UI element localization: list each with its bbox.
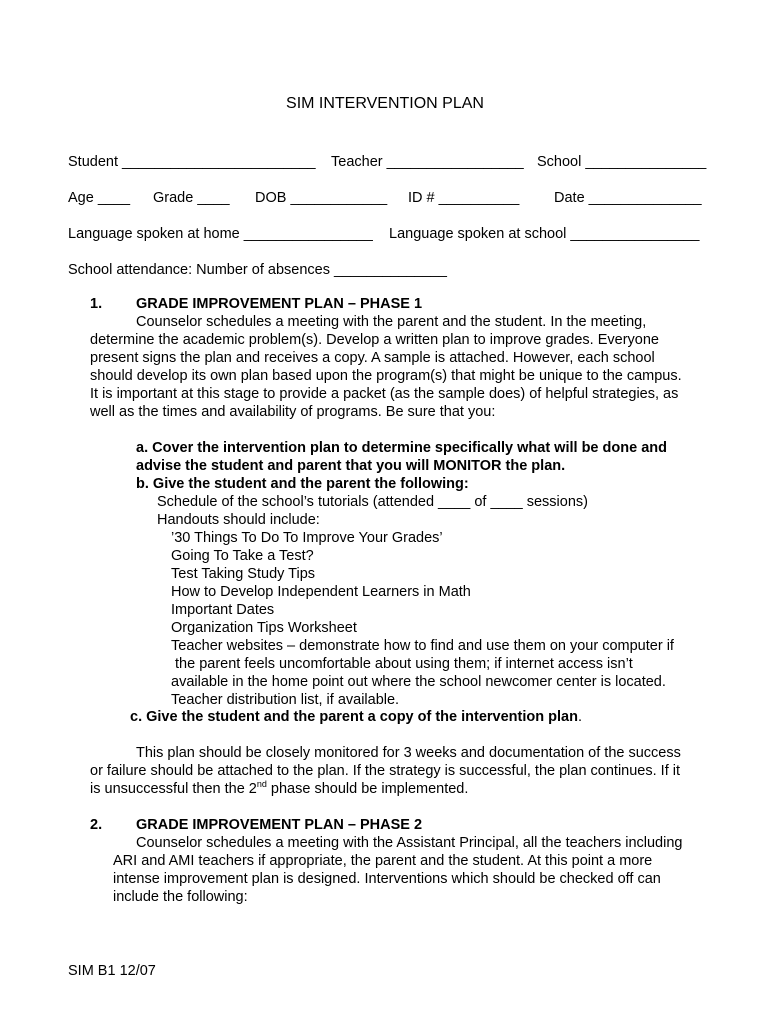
handout-item: Important Dates (171, 602, 275, 618)
teacher-websites-line: the parent feels uncomfortable about using them; if internet access isn’t (171, 656, 633, 672)
monitor-last-post: phase should be implemented. (266, 781, 469, 797)
id-field: ID # __________ (408, 190, 520, 206)
phase2-paragraph-line: include the following: (113, 889, 248, 905)
monitor-last-sup: nd (256, 779, 267, 790)
phase1-heading: GRADE IMPROVEMENT PLAN – PHASE 1 (136, 296, 423, 312)
phase1-number: 1. (90, 296, 103, 312)
school-field: School _______________ (537, 154, 707, 170)
monitor-line: This plan should be closely monitored for 3 weeks and documentation of the success (136, 745, 681, 761)
handout-item: How to Develop Independent Learners in Math (171, 584, 471, 600)
age-field: Age ____ (68, 190, 131, 206)
phase1-paragraph-line: Counselor schedules a meeting with the parent and the student. In the meeting, (136, 314, 647, 330)
item-c-period: . (577, 709, 582, 725)
teacher-websites-line: Teacher websites – demonstrate how to find and use them on your computer if (171, 638, 674, 654)
phase2-paragraph-line: ARI and AMI teachers if appropriate, the parent and the student. At this point a more (113, 853, 653, 869)
distribution-list: Teacher distribution list, if available. (171, 692, 400, 708)
language-home-field: Language spoken at home ________________ (68, 226, 373, 242)
phase1-paragraph-line: well as the times and availability of programs. Be sure that you: (90, 404, 496, 420)
monitor-last-pre: is unsuccessful then the 2 (90, 781, 257, 797)
teacher-field: Teacher _________________ (331, 154, 524, 170)
handouts-intro: Handouts should include: (157, 512, 320, 528)
handout-item: Organization Tips Worksheet (171, 620, 357, 636)
monitor-line: or failure should be attached to the plan. If the strategy is successful, the plan continues. If it (90, 763, 681, 779)
tutorial-schedule: Schedule of the school’s tutorials (attended ____ of ____ sessions) (157, 494, 588, 510)
phase2-paragraph-line: intense improvement plan is designed. Interventions which should be checked off can (113, 871, 661, 887)
phase1-paragraph-line: present signs the plan and receives a copy. A sample is attached. However, each school (90, 350, 655, 366)
phase1-paragraph-line: should develop its own plan based upon the program(s) that might be unique to the campus. (90, 368, 682, 384)
page-title: SIM INTERVENTION PLAN (286, 95, 484, 112)
handout-item: ’30 Things To Do To Improve Your Grades’ (171, 530, 443, 546)
handout-item: Going To Take a Test? (171, 548, 314, 564)
dob-field: DOB ____________ (255, 190, 388, 206)
item-a-line: a. Cover the intervention plan to determine specifically what will be done and (136, 440, 667, 456)
teacher-websites-line: available in the home point out where the school newcomer center is located. (171, 674, 666, 690)
phase1-paragraph-line: determine the academic problem(s). Develop a written plan to improve grades. Everyone (90, 332, 659, 348)
phase2-heading: GRADE IMPROVEMENT PLAN – PHASE 2 (136, 817, 423, 833)
phase1-item-b: b. Give the student and the parent the following: (136, 476, 469, 492)
footer-code: SIM B1 12/07 (68, 963, 156, 979)
student-field: Student ________________________ (68, 154, 316, 170)
handout-item: Test Taking Study Tips (171, 566, 316, 582)
item-c-text: c. Give the student and the parent a copy of the intervention plan (130, 709, 578, 725)
monitor-line (90, 780, 468, 798)
phase2-number: 2. (90, 817, 103, 833)
attendance-field: School attendance: Number of absences ______________ (68, 262, 447, 278)
language-school-field: Language spoken at school ________________ (389, 226, 700, 242)
date-field: Date ______________ (554, 190, 702, 206)
item-a-line: advise the student and parent that you will MONITOR the plan. (136, 458, 566, 474)
phase1-item-c (130, 708, 582, 726)
grade-field: Grade ____ (153, 190, 230, 206)
phase1-paragraph-line: It is important at this stage to provide a packet (as the sample does) of helpful strategies, as (90, 386, 679, 402)
phase2-paragraph-line: Counselor schedules a meeting with the Assistant Principal, all the teachers including (136, 835, 683, 851)
